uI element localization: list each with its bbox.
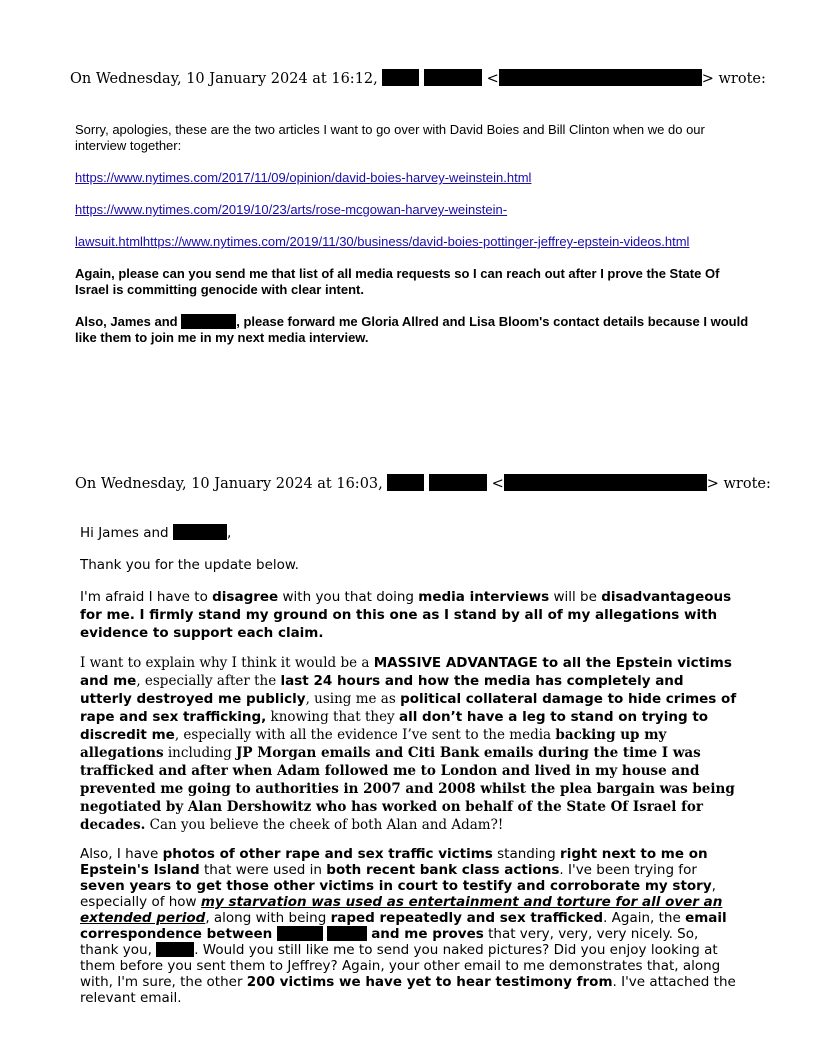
redaction-block — [499, 69, 702, 86]
redaction-block — [173, 524, 227, 540]
redaction-block — [277, 926, 323, 941]
email2-greeting: Hi James and , — [80, 525, 232, 541]
email1-body — [75, 122, 755, 346]
email2-header-date: On Wednesday, 10 January 2024 at 16:03, — [75, 476, 383, 492]
email1-header-wrote: > wrote: — [701, 71, 766, 87]
email2-header-wrote: > wrote: — [706, 476, 771, 492]
redaction-block — [387, 474, 424, 491]
email2-paragraph-disagree: I'm afraid I have to disagree with you that doing media interviews will be disadvantageous for me. I firmly stand my ground on this one as I stand by all of my allegations with evidence to support each claim. — [80, 589, 732, 641]
redaction-block — [181, 314, 236, 329]
article-link-1[interactable]: https://www.nytimes.com/2017/11/09/opinion/david-boies-harvey-weinstein.html — [75, 170, 532, 185]
email1-media-request: Again, please can you send me that list of all media requests so I can reach out after I prove the State Of Israel is committing genocide with clear intent. — [75, 266, 720, 297]
email2-body — [80, 524, 740, 1006]
email1-contact-request: Also, James and , please forward me Gloria Allred and Lisa Bloom's contact details because I would like them to join me in my next media interview. — [75, 314, 749, 345]
redaction-block — [504, 474, 707, 491]
redaction-block — [382, 69, 419, 86]
article-link-2[interactable]: https://www.nytimes.com/2019/10/23/arts/rose-mcgowan-harvey-weinstein- — [75, 202, 508, 217]
email1-intro: Sorry, apologies, these are the two articles I want to go over with David Boies and Bill Clinton when we do our interview together: — [75, 122, 705, 153]
article-link-3[interactable]: lawsuit.htmlhttps://www.nytimes.com/2019/11/30/business/david-boies-pottinger-jeffrey-epstein-videos.html — [75, 234, 690, 249]
redaction-block — [429, 474, 487, 491]
email2-paragraph-photos: Also, I have photos of other rape and sex traffic victims standing right next to me on Epstein's Island that were used in both recent bank class actions. I've been trying for seven years to get those other victims in court to testify and corroborate my story, especially of how my starvation was used as entertainment and torture for all over an extended period, along with being raped repeatedly and sex trafficked. Again, the email correspondence between and me proves that very, very, very nicely. So, thank you, . Would you still like me to send you naked pictures? Did you enjoy looking at them before you sent them to Jeffrey? Again, your other email to me demonstrates that, along with, I'm sure, the other 200 victims we have yet to hear testimony from. I've attached the relevant email. — [80, 846, 736, 1006]
email1-header-date: On Wednesday, 10 January 2024 at 16:12, — [70, 71, 378, 87]
redaction-block — [327, 926, 367, 941]
email1-header: On Wednesday, 10 January 2024 at 16:12, < > wrote: — [70, 71, 766, 87]
email2-paragraph-advantage: I want to explain why I think it would be a MASSIVE ADVANTAGE to all the Epstein victims and me, especially after the last 24 hours and how the media has completely and utterly destroyed me publicly, using me as political collateral damage to hide crimes of rape and sex trafficking, knowing that they all don’t have a leg to stand on trying to discredit me, especially with all the evidence I’ve sent to the media backing up my allegations including JP Morgan emails and Citi Bank emails during the time I was trafficked and after when Adam followed me to London and lived in my house and prevented me going to authorities in 2007 and 2008 whilst the plea bargain was being negotiated by Alan Dershowitz who has worked on behalf of the State Of Israel for decades. Can you believe the cheek of both Alan and Adam?! — [80, 655, 737, 833]
redaction-block — [424, 69, 482, 86]
email2-thanks: Thank you for the update below. — [80, 557, 299, 573]
email2-header: On Wednesday, 10 January 2024 at 16:03, < > wrote: — [75, 476, 771, 492]
redaction-block — [156, 942, 194, 957]
